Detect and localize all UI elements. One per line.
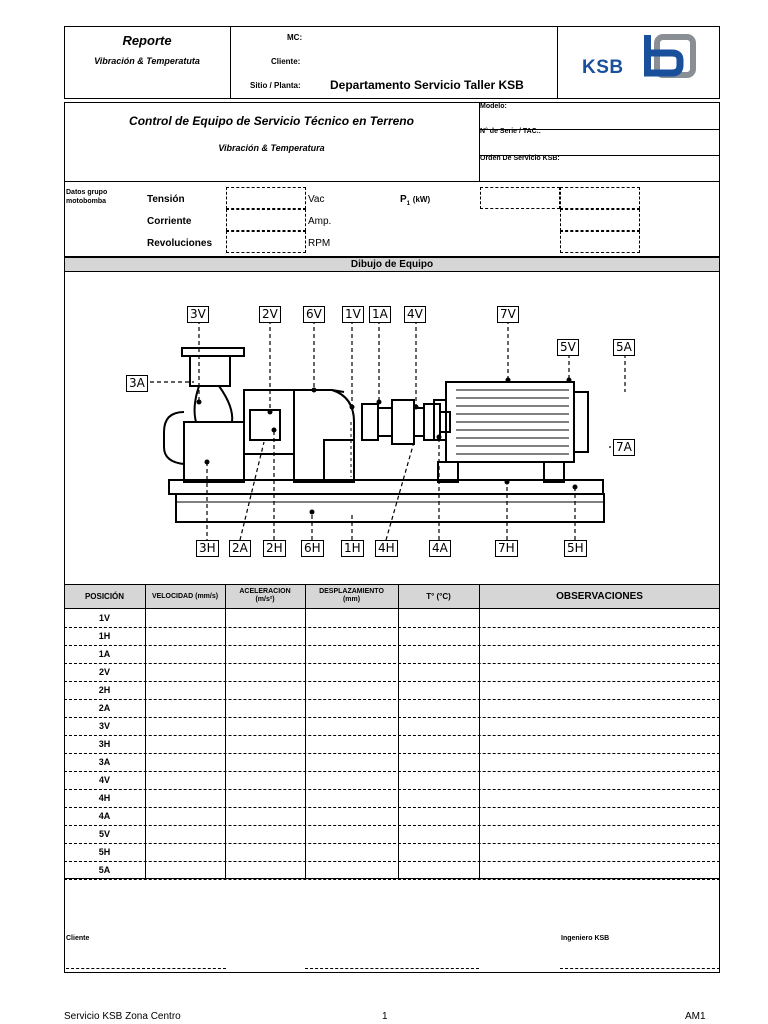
row-value-cell[interactable] [145,663,225,681]
sitio-value: Departamento Servicio Taller KSB [330,78,524,92]
row-value-cell[interactable] [305,825,398,843]
row-value-cell[interactable] [398,663,479,681]
row-value-cell[interactable] [145,681,225,699]
row-value-cell[interactable] [225,825,305,843]
tag-7h: 7H [495,540,518,557]
ksb-logo-icon [640,34,698,80]
p1-unit: (kW) [412,195,431,204]
row-value-cell[interactable] [225,807,305,825]
row-value-cell[interactable] [398,627,479,645]
p1-subscript: 1 [406,201,411,207]
row-value-cell[interactable] [479,861,720,879]
row-value-cell[interactable] [225,789,305,807]
tag-3a: 3A [126,375,148,392]
row-value-cell[interactable] [225,753,305,771]
row-value-cell[interactable] [479,807,720,825]
row-value-cell[interactable] [398,861,479,879]
row-value-cell[interactable] [479,825,720,843]
footer-left: Servicio KSB Zona Centro [64,1011,181,1022]
row-value-cell[interactable] [479,645,720,663]
tag-3h: 3H [196,540,219,557]
row-value-cell[interactable] [145,699,225,717]
row-value-cell[interactable] [305,735,398,753]
row-position-label: 3V [98,721,110,731]
row-position-label: 1V [98,613,110,623]
row-position-label: 4H [98,793,111,803]
row-value-cell[interactable] [145,843,225,861]
report-title: Reporte [122,33,172,48]
row-value-cell[interactable] [398,771,479,789]
tag-4v: 4V [404,306,426,323]
row-value-cell[interactable] [479,627,720,645]
tag-2a: 2A [229,540,251,557]
ksb-logo-text: KSB [582,57,624,78]
row-value-cell[interactable] [145,645,225,663]
tag-5a: 5A [613,339,635,356]
tag-6h: 6H [301,540,324,557]
row-position-label: 4A [98,811,111,821]
row-value-cell[interactable] [305,753,398,771]
row-value-cell[interactable] [398,843,479,861]
row-position-label: 4V [98,775,110,785]
middle-signature-line[interactable] [305,968,479,969]
control-title: Control de Equipo de Servicio Técnico en Terreno [129,114,414,128]
p1-letter: P [400,194,407,205]
row-value-cell[interactable] [479,771,720,789]
row-value-cell[interactable] [225,717,305,735]
report-subtitle: Vibración & Temperatuta [94,56,200,66]
th-velocidad: VELOCIDAD (mm/s) [151,592,219,600]
p1-field-2[interactable] [560,187,640,209]
row-value-cell[interactable] [479,699,720,717]
row-value-cell[interactable] [305,771,398,789]
corriente-label: Corriente [147,216,192,227]
row-value-cell[interactable] [398,681,479,699]
row-value-cell[interactable] [145,753,225,771]
row-value-cell[interactable] [305,609,398,627]
row-value-cell[interactable] [479,609,720,627]
row-value-cell[interactable] [479,663,720,681]
row-position-label: 5H [98,847,111,857]
row-value-cell[interactable] [479,843,720,861]
row-value-cell[interactable] [305,861,398,879]
row-position-label: 1H [98,631,111,641]
row-value-cell[interactable] [398,735,479,753]
row-value-cell[interactable] [398,789,479,807]
th-desplazamiento-label: DESPLAZAMIENTO [319,588,384,595]
row-value-cell[interactable] [479,789,720,807]
cliente-signature-label: Cliente [66,935,90,942]
tag-3v: 3V [187,306,209,323]
sitio-label: Sitio / Planta: [250,81,301,90]
row-position-label: 3H [98,739,111,749]
p1-label [400,194,430,207]
extra-field-1[interactable] [560,209,640,231]
tag-2v: 2V [259,306,281,323]
drawing-section-title: Dibujo de Equipo [64,257,720,272]
th-posicion: POSICIÓN [84,591,125,601]
corriente-unit: Amp. [308,216,332,227]
corriente-field[interactable] [226,209,306,231]
row-position-label: 1A [98,649,111,659]
row-value-cell[interactable] [305,717,398,735]
row-value-cell[interactable] [305,699,398,717]
datos-label: Datos grupo motobomba [66,189,108,205]
row-position-label: 2V [98,667,110,677]
ingeniero-signature-label: Ingeniero KSB [561,935,610,942]
tag-6v: 6V [303,306,325,323]
row-value-cell[interactable] [225,609,305,627]
row-position-label: 5V [98,829,110,839]
tag-7a: 7A [613,439,635,456]
row-value-cell[interactable] [225,699,305,717]
tag-1v: 1V [342,306,364,323]
row-value-cell[interactable] [305,645,398,663]
th-aceleracion [225,584,305,608]
row-value-cell[interactable] [479,735,720,753]
row-value-cell[interactable] [145,717,225,735]
orden-label: Orden De Servicio KSB: [480,155,560,162]
mc-label: MC: [287,33,303,42]
tag-1h: 1H [341,540,364,557]
row-value-cell[interactable] [305,789,398,807]
tag-4a: 4A [429,540,451,557]
th-aceleracion-label: ACELERACION [239,588,291,595]
row-value-cell[interactable] [398,807,479,825]
th-desplazamiento [305,584,398,608]
p1-field[interactable] [480,187,560,209]
footer-right: AM1 [685,1011,706,1022]
row-value-cell[interactable] [225,681,305,699]
row-value-cell[interactable] [225,843,305,861]
row-value-cell[interactable] [145,771,225,789]
th-aceleracion-unit: (m/s²) [255,596,275,603]
row-value-cell[interactable] [305,681,398,699]
tag-5h: 5H [564,540,587,557]
row-value-cell[interactable] [479,717,720,735]
th-temp: T° (°C) [426,591,451,601]
cliente-signature-line[interactable] [66,968,226,969]
row-value-cell[interactable] [479,681,720,699]
tag-4h: 4H [375,540,398,557]
tag-5v: 5V [557,339,579,356]
row-value-cell[interactable] [145,627,225,645]
row-value-cell[interactable] [145,735,225,753]
modelo-label: Modelo: [480,103,507,110]
row-value-cell[interactable] [145,789,225,807]
row-value-cell[interactable] [398,717,479,735]
row-value-cell[interactable] [479,753,720,771]
pump-drawing [64,272,720,584]
row-position-label: 5A [98,865,111,875]
control-subtitle: Vibración & Temperatura [218,143,325,153]
row-value-cell[interactable] [305,663,398,681]
serie-label: N° de Serie / TAC.: [480,128,542,135]
row-value-cell[interactable] [225,861,305,879]
row-value-cell[interactable] [398,645,479,663]
row-value-cell[interactable] [225,663,305,681]
footer-page: 1 [382,1011,388,1022]
revoluciones-label: Revoluciones [147,238,213,249]
signature-box [64,879,720,973]
revoluciones-field[interactable] [226,231,306,253]
tag-1a: 1A [369,306,391,323]
row-value-cell[interactable] [225,645,305,663]
row-position-label: 3A [98,757,111,767]
row-value-cell[interactable] [225,735,305,753]
row-position-label: 2H [98,685,111,695]
row-value-cell[interactable] [398,825,479,843]
row-value-cell[interactable] [145,861,225,879]
tension-unit: Vac [308,194,325,205]
row-position-label: 2A [98,703,111,713]
row-value-cell[interactable] [225,627,305,645]
ingeniero-signature-line[interactable] [560,968,720,969]
row-value-cell[interactable] [145,609,225,627]
row-value-cell[interactable] [398,609,479,627]
cliente-label: Cliente: [271,57,301,66]
row-value-cell[interactable] [225,771,305,789]
tag-7v: 7V [497,306,519,323]
row-value-cell[interactable] [305,627,398,645]
revoluciones-unit: RPM [308,238,331,249]
th-desplazamiento-unit: (mm) [342,596,361,603]
tension-label: Tensión [147,194,185,205]
row-value-cell[interactable] [305,807,398,825]
row-value-cell[interactable] [305,843,398,861]
extra-field-2[interactable] [560,231,640,253]
row-value-cell[interactable] [145,807,225,825]
tension-field[interactable] [226,187,306,209]
th-observaciones: OBSERVACIONES [556,590,643,602]
row-value-cell[interactable] [398,753,479,771]
row-value-cell[interactable] [398,699,479,717]
tag-2h: 2H [263,540,286,557]
row-value-cell[interactable] [145,825,225,843]
